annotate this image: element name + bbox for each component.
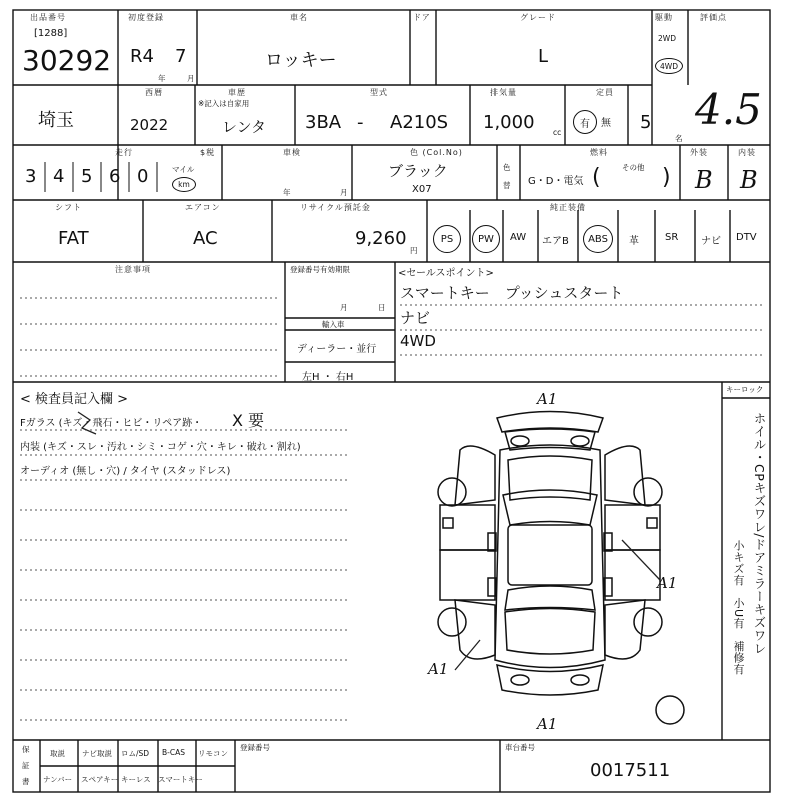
region-value: 埼玉 <box>38 110 74 131</box>
warranty-label: 証 <box>22 761 30 770</box>
reg-month-unit: 月 <box>340 303 348 312</box>
inspector-vertical-note: 小キズ有 小U有 補修有 <box>732 540 745 676</box>
color-code: X07 <box>412 184 432 195</box>
warranty-label: 保 <box>22 745 30 754</box>
fuel-label: 燃料 <box>590 148 608 157</box>
inspection-month-unit: 月 <box>340 188 348 197</box>
inspector-title: < 検査員記入欄 > <box>20 392 129 407</box>
fuel-other: その他 <box>622 163 645 172</box>
model-dash: - <box>357 112 364 133</box>
sales-point-line: スマートキー プッシュスタート <box>400 284 624 302</box>
grade-label: グレード <box>520 13 556 22</box>
score-label: 評価点 <box>700 13 727 22</box>
damage-mark: A1 <box>537 715 558 733</box>
displacement-value: 1,000 <box>483 112 535 133</box>
model-prefix: 3BA <box>305 112 342 133</box>
inspector-line-interior: 内装 (キズ・スレ・汚れ・シミ・コゲ・穴・キレ・破れ・割れ) <box>20 442 301 453</box>
equipment-aw: AW <box>510 232 527 243</box>
footer-cell: リモコン <box>198 749 228 758</box>
sales-point-line: ナビ <box>400 309 431 327</box>
model-label: 型式 <box>370 88 388 97</box>
mileage-digit: 3 <box>25 166 37 187</box>
capacity-value: 5 <box>640 112 652 133</box>
history-note: ※記入は自家用 <box>198 99 250 108</box>
damage-mark: A1 <box>657 574 678 592</box>
mileage-digit: 6 <box>109 166 121 187</box>
fixed-capacity-label: 定員 <box>596 88 614 97</box>
mileage-digit: 0 <box>137 166 149 187</box>
mileage-digit: 4 <box>53 166 65 187</box>
mileage-unit-km: km <box>172 177 196 192</box>
car-name: ロッキー <box>265 50 337 71</box>
footer-cell: キーレス <box>121 775 151 784</box>
warranty-label: 書 <box>22 777 30 786</box>
capacity-unit: 名 <box>675 134 683 143</box>
mileage-unit-miles: マイル <box>172 165 195 174</box>
drive-4wd-circled: 4WD <box>655 58 683 74</box>
door-label: ドア <box>413 13 431 22</box>
footer-cell: ナンバー <box>43 775 73 784</box>
displacement-unit: cc <box>553 128 562 137</box>
damage-mark: A1 <box>537 390 558 408</box>
equipment-pw: PW <box>472 225 500 253</box>
interior-label: 内装 <box>738 148 756 157</box>
history-label: 車歴 <box>228 88 246 97</box>
lot-label: 出品番号 <box>30 13 66 22</box>
car-name-label: 車名 <box>290 13 308 22</box>
equipment-dtv: DTV <box>736 232 757 243</box>
recycle-value: 9,260 <box>355 228 407 249</box>
displacement-label: 排気量 <box>490 88 517 97</box>
shift-value: FAT <box>58 228 89 249</box>
wheels <box>438 478 684 724</box>
sales-points-label: <セールスポイント> <box>398 268 494 279</box>
damage-mark: A1 <box>428 660 449 678</box>
lot-number: 30292 <box>22 44 112 77</box>
chassis-number: 0017511 <box>590 760 671 781</box>
inspector-line-audio: オーディオ (無し・穴) / タイヤ (スタッドレス) <box>20 466 231 477</box>
footer-cell: 取説 <box>50 749 65 758</box>
equipment-abs: ABS <box>583 225 613 253</box>
dealer-options: ディーラー・並行 <box>297 344 377 355</box>
aircon-value: AC <box>193 228 218 249</box>
equipment-airbag: エアB <box>542 236 569 247</box>
mileage-digit: 5 <box>81 166 93 187</box>
first-reg-era: R4 <box>130 46 154 67</box>
equipment-sr: SR <box>665 232 679 243</box>
first-reg-month: 7 <box>175 46 187 67</box>
fuel-paren-close: ) <box>662 165 671 190</box>
grade-value: L <box>538 46 549 67</box>
interior-score: B <box>740 166 758 194</box>
shift-label: シフト <box>55 203 82 212</box>
inspector-line-glass: Fガラス (キズ・飛石・ヒビ・リペア跡・ <box>20 418 203 429</box>
footer-cell: スマートキー <box>158 775 203 784</box>
fuel-paren-open: ( <box>592 165 601 190</box>
recycle-label: リサイクル預託金 <box>300 203 371 212</box>
first-reg-month-unit: 月 <box>187 74 195 83</box>
first-reg-year-unit: 年 <box>158 74 166 83</box>
chassis-label: 車台番号 <box>505 743 535 752</box>
caution-label: 注意事項 <box>115 265 151 274</box>
footer-cell: ロム/SD <box>121 749 150 758</box>
first-reg-label: 初度登録 <box>128 13 164 22</box>
equipment-navi: ナビ <box>701 236 721 247</box>
reg-day-unit: 日 <box>378 303 386 312</box>
aircon-label: エアコン <box>185 203 221 212</box>
exterior-score: B <box>695 166 713 194</box>
glass-mark: X 要 <box>232 411 265 430</box>
footer-cell: ナビ取説 <box>82 749 112 758</box>
reg-number-label: 登録番号 <box>240 743 270 752</box>
year-value: 2022 <box>130 116 169 134</box>
keylock-label: キーロック <box>726 385 764 394</box>
color-change-label-1: 色 <box>503 163 511 172</box>
inspection-owner-no: 無 <box>601 118 611 129</box>
equipment-label: 純正装備 <box>550 203 586 212</box>
handle-options: 左H ・ 右H <box>302 372 354 383</box>
color-label: 色 (Col.No) <box>410 148 463 157</box>
color-name: ブラック <box>388 162 448 180</box>
footer-cell: B-CAS <box>162 748 185 757</box>
footer-cell: スペアキー <box>81 775 119 784</box>
inspection-label: 車検 <box>283 148 301 157</box>
mileage-label: 走行 <box>115 148 133 157</box>
recycle-unit: 円 <box>410 246 418 255</box>
fuel-options: G・D・電気 <box>528 176 584 187</box>
equipment-leather: 革 <box>629 236 639 247</box>
equipment-ps: PS <box>433 225 461 253</box>
inspection-owner-yes: 有 <box>573 110 597 134</box>
import-label: 輸入車 <box>322 320 345 329</box>
drive-2wd: 2WD <box>658 34 676 43</box>
exterior-label: 外装 <box>690 148 708 157</box>
score-value: 4.5 <box>695 85 762 134</box>
reg-validity-label: 登録番号有効期限 <box>290 265 350 274</box>
lot-bracket-number: [1288] <box>34 28 68 39</box>
inspector-vertical-note: ホイル・CPキズワレ/ドアミラーキズワレ <box>752 412 767 655</box>
color-change-label-2: 替 <box>503 181 511 190</box>
sales-point-line: 4WD <box>400 332 436 350</box>
inspection-year-unit: 年 <box>283 188 291 197</box>
model-code: A210S <box>390 112 449 133</box>
drive-label: 駆動 <box>655 13 673 22</box>
history-value: レンタ <box>222 118 267 136</box>
region-label: 西暦 <box>145 88 163 97</box>
tax-label: $税 <box>200 148 216 157</box>
